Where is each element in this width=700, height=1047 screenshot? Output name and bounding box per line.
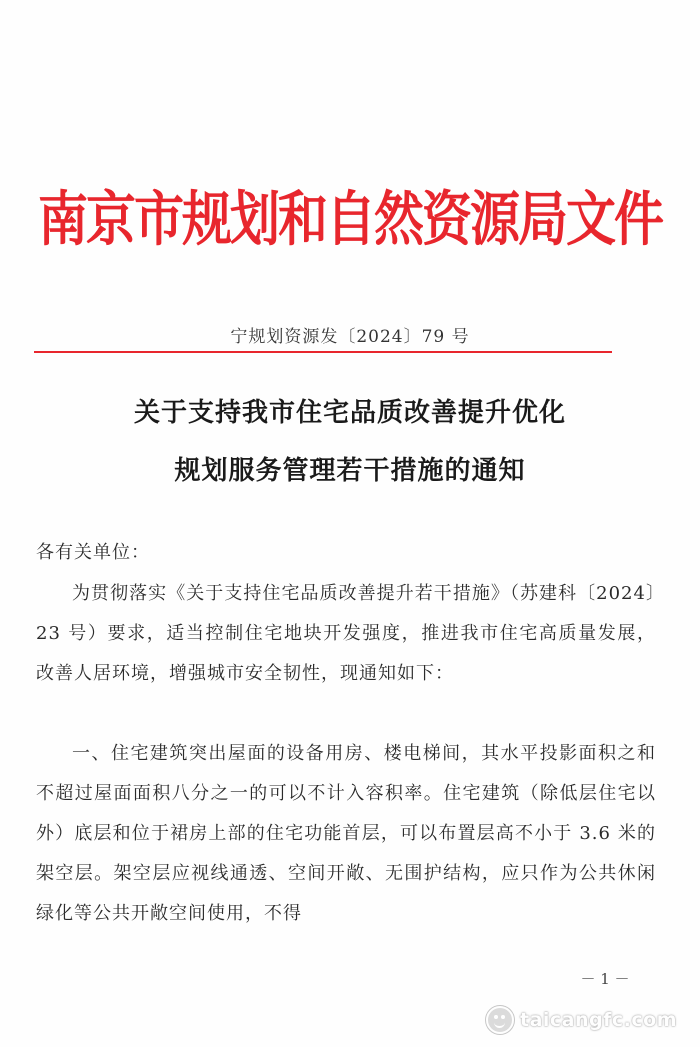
site-watermark: [486, 1006, 677, 1034]
watermark-logo-icon: [486, 1006, 514, 1034]
body-paragraph-2: 一、住宅建筑突出屋面的设备用房、楼电梯间，其水平投影面积之和不超过屋面面积八分之一的可以不计入容积率。住宅建筑（除低层住宅以外）底层和位于裙房上部的住宅功能首层，可以布置层高不小于 3.6 米的架空层。架空层应视线通透、空间开敞、无围护结构，应只作为公共休闲绿化等公共开敞空间使用，不得: [36, 743, 656, 924]
notice-title-line-1: 关于支持我市住宅品质改善提升优化: [133, 398, 566, 428]
watermark-text: taicangfc.com: [520, 1009, 677, 1031]
salutation: 各有关单位：: [36, 542, 150, 563]
page-number: － 1 －: [580, 970, 630, 988]
document-number: 宁规划资源发〔2024〕79 号: [230, 327, 470, 347]
masthead-title: 南京市规划和自然资源局文件: [38, 185, 662, 254]
notice-title-line-2: 规划服务管理若干措施的通知: [174, 456, 526, 486]
red-divider-line: [34, 351, 612, 353]
body-paragraph-1: 为贯彻落实《关于支持住宅品质改善提升若干措施》（苏建科〔2024〕23 号）要求，适当控制住宅地块开发强度，推进我市住宅高质量发展，改善人居环境，增强城市安全韧性，现通知如下：: [36, 583, 656, 684]
